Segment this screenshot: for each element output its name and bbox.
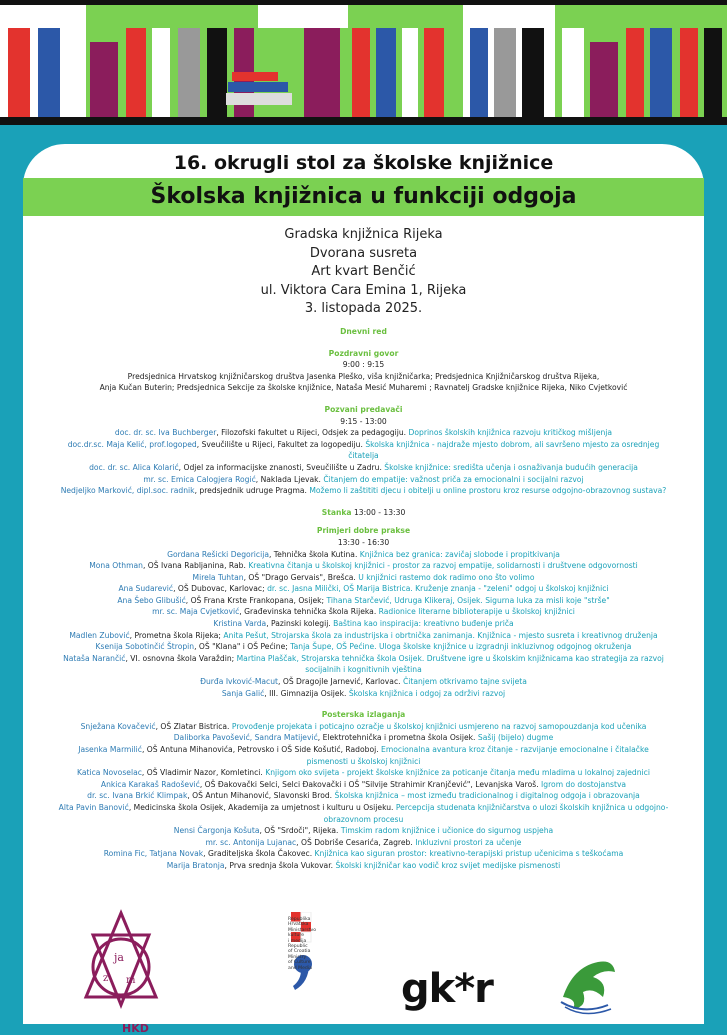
section-time: 13:30 - 16:30 (337, 537, 390, 547)
entry-person: Jasenka Marmilić (78, 745, 142, 754)
section-title: Primjeri dobre prakse (316, 526, 411, 536)
entry-person: Kristina Varda (213, 619, 267, 629)
break-time: 13:00 - 13:30 (351, 507, 406, 517)
program-card (23, 144, 704, 1035)
program-entry (57, 744, 670, 767)
ministry-line: kulture (288, 933, 305, 939)
entry-org: , OŠ Đakovački Selci, Selci Đakovački i OŠ "Silvije Strahimir Kranjčević", Levanjska Varoš. (199, 779, 542, 789)
program-entry (57, 606, 670, 618)
ministry-line: and Media (288, 965, 312, 971)
entry-person: Ankica Karakaš Radošević (100, 779, 200, 789)
entry-topic: Martina Plaščak, Strojarska tehnička škola Osijek. Društvene igre u školskim knjižnicama kao strategija za razvoj socijalnih i kognitivnih vještina (236, 653, 664, 675)
ministry-line: Republika (288, 917, 311, 922)
entry-topic: Čitanjem do empatije: važnost priča za emocionalni i socijalni razvoj (323, 474, 584, 484)
entry-person: Snježana Kovačević (80, 721, 156, 731)
entry-topic: Kreativna čitanja u školskoj knjižnici - prostor za razvoj empatije, solidarnosti i društvene odgovornosti (248, 561, 638, 571)
program-entry (57, 802, 670, 825)
section-title: Pozdravni govor (328, 348, 399, 358)
entry-org: , Medicinska škola Osijek, Akademija za umjetnost i kulturu u Osijeku. (128, 802, 396, 812)
entry-topic: Knjigom oko svijeta - projekt školske knjižnice za poticanje čitanja među mladima u lokalnoj zajednici (265, 768, 650, 778)
hkd-label: HKD (122, 1022, 149, 1035)
entry-person: Alta Pavin Banović (58, 802, 129, 812)
program-entry (57, 837, 670, 849)
entry-person: Nedjeljko Marković, dipl.soc. radnik (60, 486, 195, 496)
entry-topic: Tanja Šupe, OŠ Pećine. Uloga školske knjižnice u izgradnji inkluzivnog odgojnog okruženja (290, 642, 632, 652)
entry-org: , VI. osnovna škola Varaždin; (125, 653, 237, 663)
entry-person: Nataša Narančić (63, 653, 126, 663)
program-entry (57, 618, 670, 630)
entry-org: , III. Gimnazija Osijek. (264, 688, 349, 698)
dragon-logo-icon (553, 947, 623, 1017)
entry-topic: Sašij (bijelo) dugme (477, 733, 554, 743)
program-entry (57, 688, 670, 700)
entry-topic: Timskim radom knjižnice i učionice do sigurnog uspjeha (340, 826, 554, 836)
entry-org: , OŠ Dubovac, Karlovac; (173, 584, 268, 594)
entry-person: Ksenija Sobotinčić Štropin (95, 642, 195, 652)
ministry-line: Hrvatska (288, 922, 309, 928)
program (57, 326, 670, 872)
entry-topic: Školska knjižnica - najdraže mjesto dobrom, ali savršeno mjesto za osrednjeg čitatelja (348, 439, 660, 461)
ministry-line: of Croatia (288, 949, 311, 955)
entry-topic: Inkluzivni prostori za učenje (415, 837, 522, 847)
ministry-line: Ministry (288, 954, 307, 960)
program-entry (57, 848, 670, 860)
program-entry (57, 676, 670, 688)
entry-org: , Sveučilište u Rijeci, Fakultet za logopediju. (196, 439, 366, 449)
entry-topic: Igrom do dostojanstva (541, 779, 627, 789)
entry-person: Ana Sudarević (118, 584, 174, 594)
program-entry (57, 630, 670, 642)
entry-org: , predsjednik udruge Pragma. (194, 486, 310, 496)
entry-person: Ana Šebo Glibušić (117, 595, 186, 605)
venue-hall: Dvorana susreta (309, 245, 418, 261)
entry-org: , Odjel za informacijske znanosti, Sveučilište u Zadru. (178, 462, 385, 472)
program-entry (57, 583, 670, 595)
entry-topic: Knjižnica kao siguran prostor: kreativno-terapijski pristup učenicima s teškoćama (314, 849, 624, 859)
hkd-logo-icon (71, 905, 171, 1023)
ministry-text (288, 917, 358, 971)
welcome-line: Anja Kučan Buterin; Predsjednica Sekcije za školske knjižnice, Nataša Mesić Muharemi ; Ravnatelj Gradske knjižnice Rijeka, Niko Cvjetković (99, 383, 628, 393)
entry-topic: U knjižnici rastemo dok radimo ono što volimo (358, 572, 535, 582)
entry-person: dr. sc. Ivana Brkić Klimpak (87, 791, 188, 801)
program-entry (57, 572, 670, 584)
program-entry (57, 721, 670, 733)
program-entry (57, 560, 670, 572)
entry-org: , Naklada Ljevak. (255, 474, 324, 484)
entry-org: , Tehnička škola Kutina. (268, 549, 360, 559)
gkr-logo: gk*r (401, 966, 493, 1012)
venue-quarter: Art kvart Benčić (311, 264, 416, 280)
section-title: Pozvani predavači (324, 404, 403, 414)
entry-org: , Pazinski kolegij. (266, 619, 334, 629)
entry-org: , OŠ Ivana Rabljanina, Rab. (142, 561, 249, 571)
entry-person: Đurđa Ivković-Macut (200, 677, 279, 687)
entry-topic: dr. sc. Jasna Milički, OŠ Marija Bistrica. Kruženje znanja - "zeleni" odgoj u školskoj knjižnici (267, 584, 609, 594)
program-entry (57, 653, 670, 676)
entry-topic: Radionice literarne biblioterapije u školskoj knjižnici (378, 607, 575, 617)
program-entry (57, 860, 670, 872)
entry-org: , OŠ Zlatar Bistrica. (155, 721, 232, 731)
practice-list (57, 549, 670, 700)
event-date: 3. listopada 2025. (304, 301, 423, 317)
entry-org: , OŠ Frana Krste Frankopana, Osijek; (185, 595, 327, 605)
section-time: 9:00 : 9:15 (342, 360, 385, 370)
venue-library: Gradska knjižnica Rijeka (284, 227, 443, 242)
program-entry (57, 595, 670, 607)
entry-org: , OŠ "Klana" i OŠ Pećine; (194, 642, 291, 652)
svg-text:z: z (103, 973, 109, 984)
break-title: Stanka (321, 507, 352, 517)
entry-person: Romina Fic, Tatjana Novak (103, 849, 204, 859)
entry-org: , OŠ "Srdoči", Rijeka. (259, 826, 341, 836)
entry-topic: Anita Pešut, Strojarska škola za industrijska i obrtnička zanimanja. Knjižnica - mjesto susreta i kreativnog druženja (223, 630, 658, 640)
event-subtitle: 16. okrugli stol za školske knjižnice (173, 152, 554, 174)
program-entry (57, 549, 670, 561)
entry-topic: Baština kao inspiracija: kreativno buđenje priča (333, 619, 514, 629)
entry-person: Marija Bratonja (166, 860, 225, 870)
program-entry (57, 825, 670, 837)
welcome-line: Predsjednica Hrvatskog knjižničarskog društva Jasenka Pleško, viša knjižničarka; Predsjednica Knjižničarskog društva Rijeka, (127, 371, 600, 381)
entry-person: Mirela Tuhtan (192, 572, 244, 582)
entry-person: doc.dr.sc. Maja Kelić, prof.logoped (67, 439, 197, 449)
entry-topic: Možemo li zaštititi djecu i obitelji u online prostoru kroz resurse odgojno-obrazovnog sustava? (309, 486, 667, 496)
logos-row (23, 902, 704, 1035)
entry-person: Nensi Čargonja Košuta (173, 826, 260, 836)
program-entry (57, 462, 670, 474)
venue-block (23, 226, 704, 319)
agenda-title: Dnevni red (340, 327, 387, 336)
entry-org: , Građevinska tehnička škola Rijeka. (239, 607, 379, 617)
svg-text:ja: ja (114, 951, 124, 964)
entry-org: , OŠ Antun Mihanović, Slavonski Brod. (187, 791, 335, 801)
event-title: Školska knjižnica u funkciji odgoja (150, 184, 577, 209)
program-entry (57, 474, 670, 486)
entry-person: Sanja Galić (221, 688, 265, 698)
entry-topic: Školske knjižnice: središta učenja i osnaživanja budućih generacija (384, 462, 638, 472)
program-entry (57, 779, 670, 791)
entry-person: Katica Novoselac (77, 768, 142, 778)
section-time: 9:15 - 13:00 (340, 416, 387, 426)
entry-person: doc. dr. sc. Iva Buchberger (114, 428, 217, 438)
entry-person: mr. sc. Emica Calogjera Rogić (143, 474, 256, 484)
entry-org: , Elektrotehnička i prometna škola Osijek. (317, 733, 478, 743)
program-entry (57, 732, 670, 744)
break-row (57, 507, 670, 519)
entry-org: , Prva srednja škola Vukovar. (224, 860, 336, 870)
program-entry (57, 641, 670, 653)
entry-org: , Filozofski fakultet u Rijeci, Odsjek za pedagogiju. (216, 428, 409, 438)
ministry-line: of Culture (288, 960, 311, 966)
entry-topic: Školski knjižničar kao vodič kroz svijet medijske pismenosti (335, 860, 561, 870)
entry-org: , OŠ Antuna Mihanovića, Petrovsko i OŠ Side Košutić, Radoboj. (141, 745, 382, 754)
entry-person: mr. sc. Maja Cvjetković (152, 607, 240, 617)
entry-person: doc. dr. sc. Alica Kolarić (89, 462, 179, 472)
ministry-line: Republic (288, 944, 308, 950)
entry-person: mr. sc. Antonija Lujanac (205, 837, 297, 847)
entry-topic: Školska knjižnica i odgoj za održivi razvoj (348, 688, 506, 698)
entry-person: Madlen Zubović (69, 630, 130, 640)
venue-address: ul. Viktora Cara Emina 1, Rijeka (260, 282, 467, 298)
invited-list (57, 427, 670, 497)
entry-topic: Čitanjem otkrivamo tajne svijeta (402, 677, 527, 687)
entry-org: , Graditeljska škola Čakovec. (203, 849, 315, 859)
entry-person: Daliborka Pavošević, Sandra Matijević (173, 733, 318, 743)
entry-org: , Prometna škola Rijeka; (129, 630, 224, 640)
entry-topic: Provođenje projekata i poticajno ozračje u školskoj knjižnici usmjereno na razvoj samopouzdanja kod učenika (231, 721, 647, 731)
entry-org: , OŠ Vladimir Nazor, Komletinci. (141, 768, 266, 778)
books-banner (0, 0, 727, 125)
entry-topic: Emocionalna avantura kroz čitanje - razvijanje emocionalne i čitalačke pismenosti u školskoj knjižnici (306, 745, 649, 766)
posters-list (57, 721, 670, 872)
entry-topic: Doprinos školskih knjižnica razvoju kritičkog mišljenja (408, 428, 613, 438)
entry-person: Gordana Rešicki Degoricija (167, 549, 269, 559)
entry-topic: Tihana Starčević, Udruga Klikeraj, Osijek. Sigurna luka za misli koje "strše" (326, 595, 610, 605)
program-entry (57, 767, 670, 779)
bookshelf-illustration (0, 0, 727, 125)
ministry-line: i medija (288, 938, 307, 944)
entry-org: , OŠ "Drago Gervais", Brešca. (243, 572, 359, 582)
program-entry (57, 790, 670, 802)
entry-topic: Knjižnica bez granica: zavičaj slobode i propitkivanja (359, 549, 560, 559)
entry-org: , OŠ Dragojle Jarnević, Karlovac. (278, 677, 403, 687)
entry-topic: Školska knjižnica – most između tradicionalnog i digitalnog odgoja i obrazovanja (334, 791, 640, 801)
section-title: Posterska izlaganja (321, 710, 406, 720)
program-entry (57, 485, 670, 497)
entry-topic: Percepcija studenata knjižničarstva o ulozi školskih knjižnica u odgojno-obrazovnom procesu (323, 802, 669, 824)
entry-person: Mona Othman (89, 561, 143, 571)
ministry-line: Ministarstvo (288, 927, 317, 933)
program-entry (57, 439, 670, 462)
program-entry (57, 427, 670, 439)
svg-text:m: m (126, 975, 136, 986)
entry-org: , OŠ Dobriše Cesarića, Zagreb. (296, 837, 416, 847)
